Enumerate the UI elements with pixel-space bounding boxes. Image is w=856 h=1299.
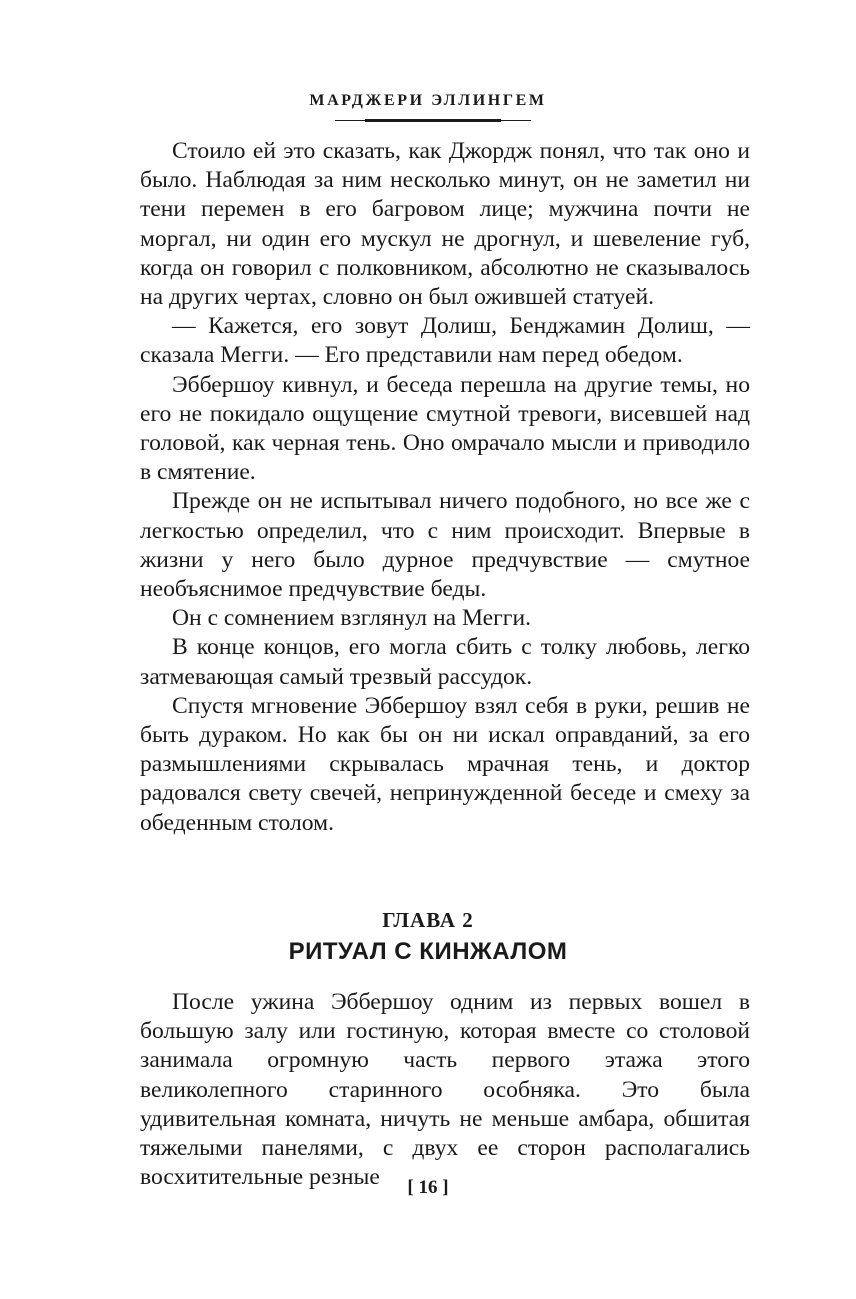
page-number: [ 16 ] <box>407 1177 449 1198</box>
paragraph: Прежде он не испытывал ничего подобного, но все же с легкостью определил, что с ним происходит. Впервые в жизни у него было дурное предчувствие — смутное необъяснимое предчувствие беды. <box>140 488 750 603</box>
body-text-top <box>140 137 750 838</box>
running-header: МАРДЖЕРИ ЭЛЛИНГЕМ <box>309 92 547 109</box>
paragraph: После ужина Эббершоу одним из первых вошел в большую залу или гостиную, которая вместе со столовой занимала огромную часть первого этажа этого великолепного старинного особняка. Это была удивительная комната, ничуть не меньше амбара, обшитая тяжелыми панелями, с двух ее сторон располагались восхитительные резные <box>140 989 750 1191</box>
paragraph: В конце концов, его могла сбить с толку любовь, легко затмевающая самый трезвый рассудок. <box>140 634 750 690</box>
paragraph: Стоило ей это сказать, как Джордж понял, что так оно и было. Наблюдая за ним несколько минут, он не заметил ни тени перемен в его багровом лице; мужчина почти не моргал, ни один его мускул не дрогнул, и шевеление губ, когда он говорил с полковником, абсолютно не сказывалось на других чертах, словно он был ожившей статуей. <box>140 138 750 311</box>
header-rule <box>365 119 501 122</box>
paragraph: Спустя мгновение Эббершоу взял себя в руки, решив не быть дураком. Но как бы он ни искал оправданий, за его размышлениями скрывалась мрачная тень, и доктор радовался свету свечей, непринужденной беседе и смеху за обеденным столом. <box>140 692 750 836</box>
chapter-number: ГЛАВА 2 <box>382 908 474 932</box>
paragraph: — Кажется, его зовут Долиш, Бенджамин Долиш, — сказала Мегги. — Его представили нам перед обедом. <box>140 313 750 369</box>
paragraph: Эббершоу кивнул, и беседа перешла на другие темы, но его не покидало ощущение смутной тревоги, висевшей над головой, как черная тень. Оно омрачало мысли и приводило в смятение. <box>140 371 750 486</box>
chapter-title: РИТУАЛ С КИНЖАЛОМ <box>288 938 568 965</box>
body-text-bottom <box>140 988 750 1192</box>
paragraph: Он с сомнением взглянул на Мегги. <box>172 605 531 632</box>
